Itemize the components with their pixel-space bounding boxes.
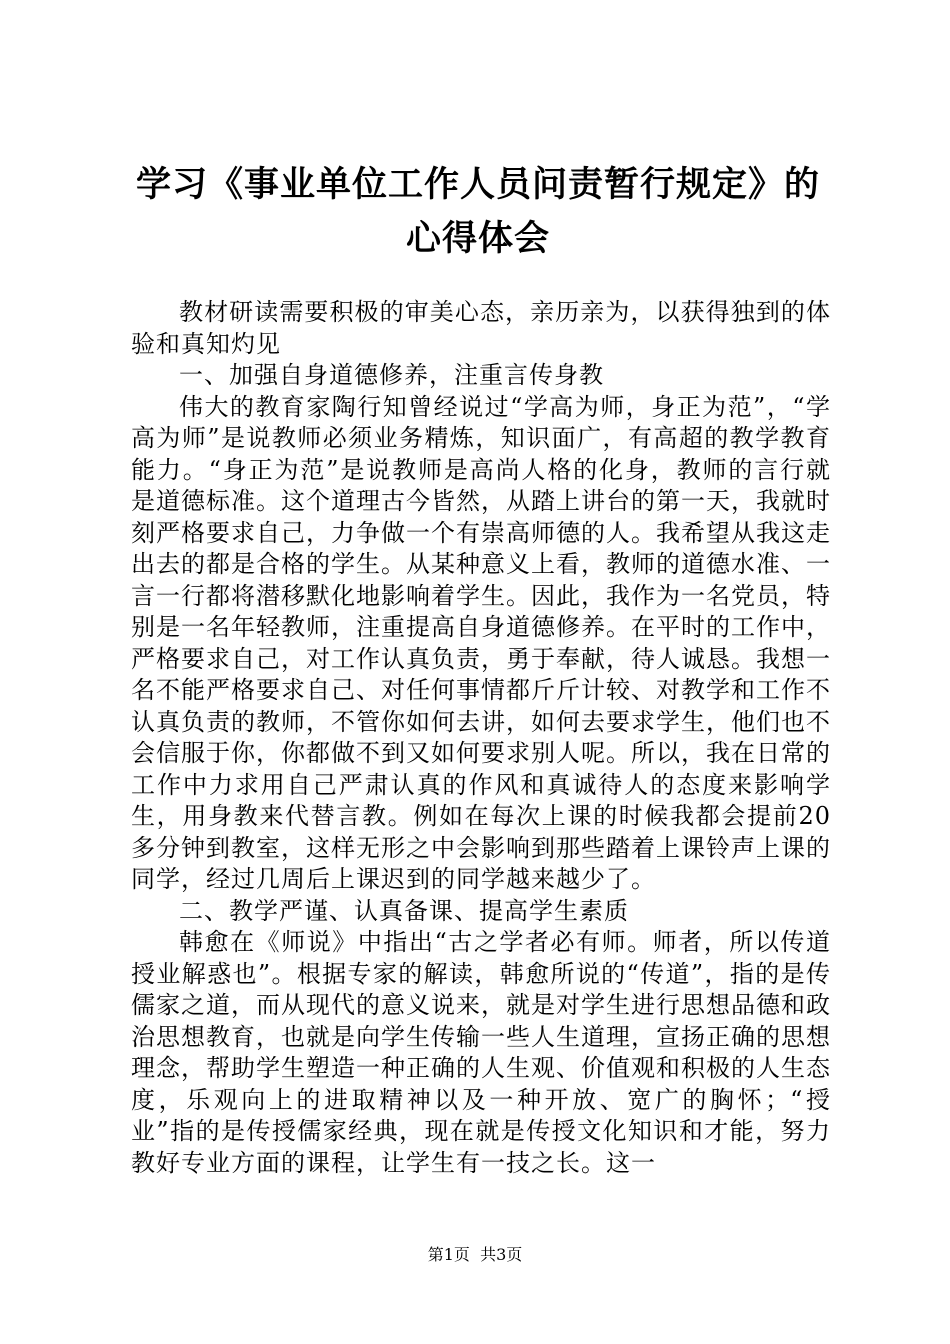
document-title: 学习《事业单位工作人员问责暂行规定》的心得体会 [135,164,820,259]
paragraph-section-1: 伟大的教育家陶行知曾经说过“学高为师，身正为范”，“学高为师”是说教师必须业务精炼，知识面广，有高超的教学教育能力。“身正为范”是说教师是高尚人格的化身，教师的言行就是道德标准。这个道理古今皆然，从踏上讲台的第一天，我就时刻严格要求自己，力争做一个有崇高师德的人。我希望从我这走出去的都是合格的学生。从某种意义上看，教师的道德水准、一言一行都将潜移默化地影响着学生。因此，我作为一名党员，特别是一名年轻教师，注重提高自身道德修养。在平时的工作中，严格要求自己，对工作认真负责，勇于奉献，待人诚恳。我想一名不能严格要求自己、对任何事情都斤斤计较、对教学和工作不认真负责的教师，不管你如何去讲，如何去要求学生，他们也不会信服于你，你都做不到又如何要求别人呢。所以，我在日常的工作中力求用自己严肃认真的作风和真诚待人的态度来影响学生，用身教来代替言教。例如在每次上课的时候我都会提前20多分钟到教室，这样无形之中会影响到那些踏着上课铃声上课的同学，经过几周后上课迟到的同学越来越少了。 [131,392,831,893]
paragraph-intro: 教材研读需要积极的审美心态，亲历亲为，以获得独到的体验和真知灼见 [131,298,831,358]
paragraph-section-2: 韩愈在《师说》中指出“古之学者必有师。师者，所以传道授业解惑也”。根据专家的解读，韩愈所说的“传道”，指的是传儒家之道，而从现代的意义说来，就是对学生进行思想品德和政治思想教育，也就是向学生传输一些人生道理，宣扬正确的思想理念，帮助学生塑造一种正确的人生观、价值观和积极的人生态度，乐观向上的进取精神以及一种开放、宽广的胸怀；“授业”指的是传授儒家经典，现在就是传授文化知识和才能，努力教好专业方面的课程，让学生有一技之长。这一 [131,928,831,1177]
document-body [131,297,831,1179]
section-heading-2: 二、教学严谨、认真备课、提高学生素质 [179,896,629,925]
page-indicator: 第1页 共3页 [427,1245,523,1264]
section-heading-1: 一、加强自身道德修养，注重言传身教 [179,361,604,389]
page-footer [0,1244,950,1266]
